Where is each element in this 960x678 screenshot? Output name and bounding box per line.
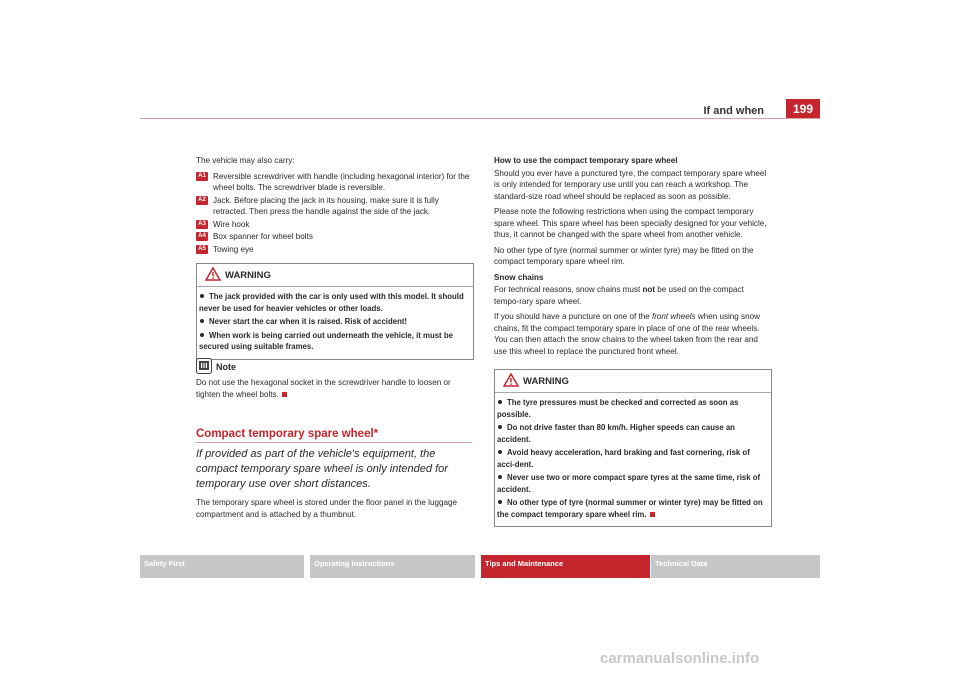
warning-body — [197, 287, 473, 359]
item-text: Towing eye — [213, 244, 254, 254]
equipment-item — [196, 171, 472, 194]
equipment-item — [196, 231, 472, 243]
bullet-icon — [498, 475, 502, 479]
item-text: Jack. Before placing the jack in its housing, make sure it is fully retracted. Then press the handle against the side of the jack. — [213, 195, 439, 216]
paragraph — [494, 311, 770, 357]
section-text-block — [196, 497, 472, 524]
warning-item — [497, 397, 767, 420]
section-text: The temporary spare wheel is stored under the floor panel in the luggage compartment and is attached by a thumbnut. — [196, 498, 457, 519]
note-paragraph — [196, 377, 472, 400]
emphasis-text: not — [642, 285, 656, 294]
note-text: Do not use the hexagonal socket in the screwdriver handle to loosen or tighten the wheel bolts. — [196, 378, 451, 399]
watermark-text: carmanualsonline.info — [600, 650, 760, 667]
warning-item-text: The tyre pressures must be checked and corrected as soon as possible. — [497, 398, 739, 419]
intro-text: The vehicle may also carry: — [196, 156, 295, 165]
item-text: Box spanner for wheel bolts — [213, 232, 313, 241]
warning-triangle-icon — [205, 267, 221, 281]
equipment-item — [196, 195, 472, 218]
warning-item — [497, 472, 767, 495]
tab-safety-first[interactable]: Safety First — [140, 555, 304, 578]
section-subtitle: If provided as part of the vehicle's equipment, the compact temporary spare wheel is only intended for temporary use over short distances. — [196, 448, 448, 490]
page-number: 199 — [786, 99, 820, 119]
paragraph — [494, 284, 770, 307]
item-tag: A3 — [196, 220, 208, 229]
warning-item — [199, 291, 469, 314]
warning-triangle-icon — [503, 373, 519, 387]
right-column — [494, 155, 770, 361]
warning-item — [199, 316, 469, 328]
header-divider — [140, 118, 820, 119]
end-marker-icon — [650, 512, 655, 517]
page-header-title: If and when — [703, 105, 764, 117]
warning-item-text: When work is being carried out underneath the vehicle, it must be secured using suitable frames. — [199, 330, 453, 351]
emphasis-text: front wheels — [651, 312, 696, 321]
equipment-item — [196, 219, 472, 231]
note-header — [196, 358, 472, 374]
warning-body — [495, 393, 771, 526]
equipment-item — [196, 244, 472, 256]
item-tag: A4 — [196, 232, 208, 241]
warning-item-text: The jack provided with the car is only used with this model. It should never be used for heavier vehicles or other loads. — [199, 292, 464, 313]
warning-item — [199, 330, 469, 353]
heading-snow-chains: Snow chains — [494, 272, 544, 282]
warning-item-text: Never start the car when it is raised. Risk of accident! — [209, 317, 408, 326]
paragraph: Should you ever have a punctured tyre, the compact temporary spare wheel is only intended for temporary use until you can reach a workshop. The standard-size road wheel should be replaced as soon as possible. — [494, 168, 767, 201]
item-tag: A2 — [196, 196, 208, 205]
bullet-icon — [200, 294, 204, 298]
text-run: when using snow chains, fit the compact temporary spare in place of one of the rear wheels. You can then attach the snow chains to the wheel taken from the rear and use this wheel to replace the punctured front wheel. — [494, 312, 760, 356]
text-run: If you should have a puncture on one of the — [494, 312, 652, 321]
warning-item — [497, 447, 767, 470]
bullet-icon — [498, 450, 502, 454]
warning-item-text: Never use two or more compact spare tyres at the same time, risk of accident. — [497, 473, 761, 494]
note-info-icon — [196, 358, 212, 374]
warning-label: WARNING — [225, 270, 271, 281]
warning-item-text: No other type of tyre (normal summer or winter tyre) may be fitted on the compact temporary spare wheel rim. — [497, 498, 763, 519]
text-run: For technical reasons, snow chains must — [494, 285, 643, 294]
tab-technical-data[interactable]: Technical Data — [651, 555, 820, 578]
bullet-icon — [498, 425, 502, 429]
item-tag: A1 — [196, 172, 208, 181]
paragraph: No other type of tyre (normal summer or winter tyre) may be fitted on the compact temporary spare wheel rim. — [494, 245, 754, 266]
warning-header — [495, 370, 771, 393]
warning-item-text: Avoid heavy acceleration, hard braking and fast cornering, risk of acci-dent. — [497, 448, 750, 469]
warning-label: WARNING — [523, 376, 569, 387]
note-label: Note — [216, 362, 236, 372]
item-text: Reversible screwdriver with handle (including hexagonal interior) for the wheel bolts. The screwdriver blade is reversible. — [213, 171, 470, 192]
warning-box-jack — [196, 263, 474, 360]
heading-how-to-use: How to use the compact temporary spare wheel — [494, 156, 678, 165]
paragraph: Please note the following restrictions when using the compact temporary spare wheel. This spare wheel has been specially designed for your vehicle, thus, it cannot be changed with the spare wheel from another vehicle. — [494, 207, 767, 239]
tab-operating-instructions[interactable]: Operating instructions — [310, 555, 475, 578]
item-tag: A5 — [196, 245, 208, 254]
item-text: Wire hook — [213, 219, 250, 229]
tab-tips-and-maintenance[interactable]: Tips and Maintenance — [481, 555, 650, 578]
warning-box-spare-wheel — [494, 369, 772, 527]
note-block — [196, 358, 472, 404]
bullet-icon — [200, 333, 204, 337]
text-run: be used on the compact tempo-rary spare wheel. — [494, 285, 744, 306]
bullet-icon — [200, 319, 204, 323]
warning-item-text: Do not drive faster than 80 km/h. Higher speeds can cause an accident. — [497, 423, 735, 444]
end-marker-icon — [282, 392, 287, 397]
warning-item — [497, 497, 767, 520]
warning-header — [197, 264, 473, 287]
left-column — [196, 155, 472, 256]
bullet-icon — [498, 500, 502, 504]
bullet-icon — [498, 400, 502, 404]
section-title: Compact temporary spare wheel* — [196, 428, 472, 443]
warning-item — [497, 422, 767, 445]
